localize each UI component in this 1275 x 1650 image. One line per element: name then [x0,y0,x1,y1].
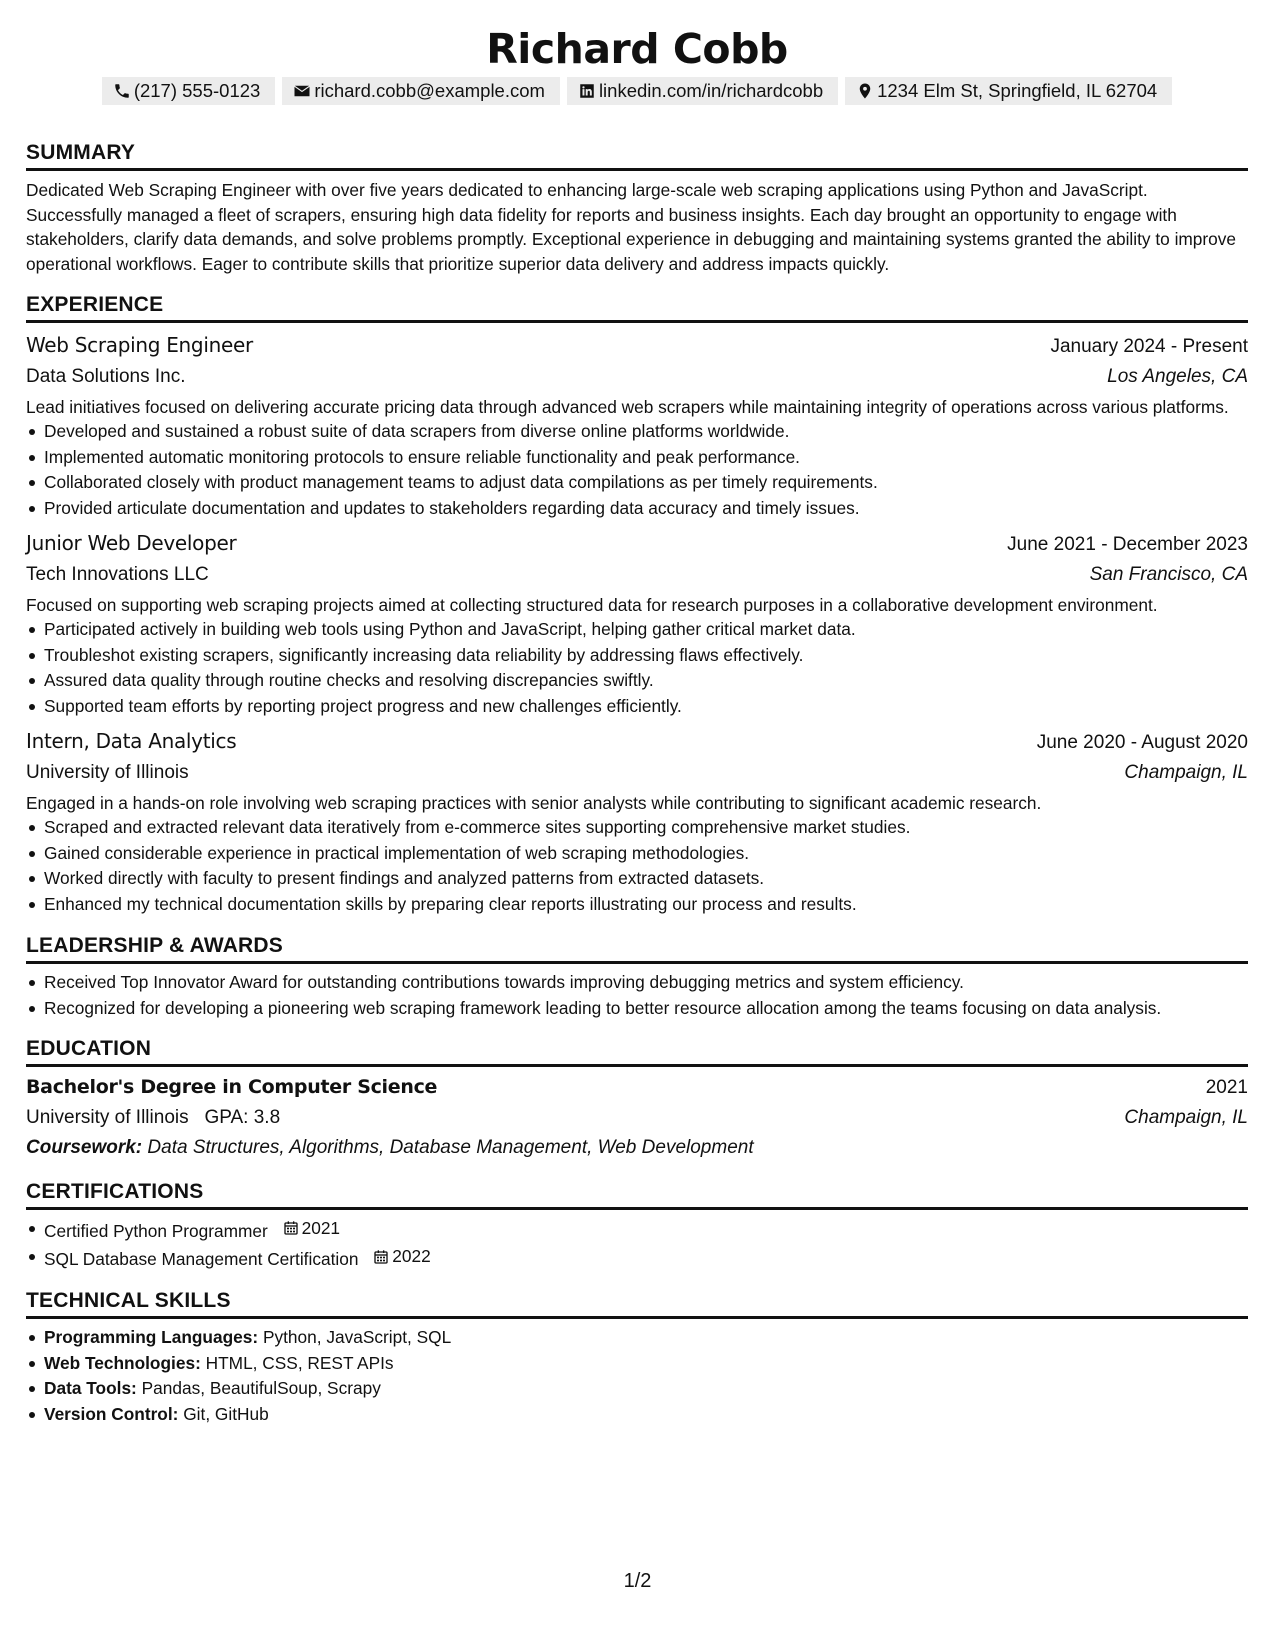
list-item: Collaborated closely with product management teams to adjust data compilations as per timely requirements. [26,470,1248,496]
job-entry [26,528,1248,719]
job-description: Lead initiatives focused on delivering accurate pricing data through advanced web scrapers while maintaining integrity of operations across various platforms. [26,397,1229,417]
list-item [26,1402,1248,1428]
job-description: Engaged in a hands-on role involving web scraping practices with senior analysts while contributing to significant academic research. [26,793,1042,813]
envelope-icon [293,82,311,100]
coursework-line [26,1133,1248,1163]
coursework-label: Coursework: [26,1136,143,1158]
skills-list [26,1325,1248,1427]
skill-label: Data Tools: [44,1378,137,1398]
list-item: Scraped and extracted relevant data iteratively from e-commerce sites supporting comprehensive market studies. [26,815,1248,841]
list-item: Assured data quality through routine checks and resolving discrepancies swiftly. [26,668,1248,694]
job-date: January 2024 - Present [1050,336,1248,357]
job-company: University of Illinois [26,762,189,783]
contact-address-text: 1234 Elm St, Springfield, IL 62704 [877,80,1158,101]
skill-value: Pandas, BeautifulSoup, Scrapy [141,1378,381,1398]
skill-value: HTML, CSS, REST APIs [205,1352,394,1373]
leadership-section [26,934,1248,1020]
job-date: June 2021 - December 2023 [1007,534,1248,555]
job-location: Los Angeles, CA [1107,366,1248,387]
leadership-heading: LEADERSHIP & AWARDS [26,934,1248,964]
skill-value: Git, GitHub [183,1403,269,1424]
contact-linkedin[interactable] [567,77,838,105]
list-item: Participated actively in building web tools using Python and JavaScript, helping gather critical market data. [26,617,1248,643]
calendar-icon [283,1220,299,1236]
job-title: Junior Web Developer [26,531,237,555]
education-heading: EDUCATION [26,1037,1248,1067]
certification-date [373,1244,430,1270]
school-line [26,1103,280,1133]
list-item [26,1216,1248,1244]
summary-text: Dedicated Web Scraping Engineer with over five years dedicated to enhancing large-scale web scraping applications using Python and JavaScript. Successfully managed a fleet of scrapers, ensuring high data fidelity for reports and business insights. Each day brought an opportunity to engage with stakeholders, clarify data demands, and solve problems promptly. Exceptional experience in debugging and maintaining systems granted the ability to improve operational workflows. Eager to contribute skills that prioritize superior data delivery and address impacts quickly. [26,180,1237,274]
list-item: Implemented automatic monitoring protocols to ensure reliable functionality and peak performance. [26,445,1248,471]
page-number: 1/2 [623,1570,652,1592]
contact-phone [102,77,276,105]
gpa: GPA: 3.8 [204,1106,281,1128]
calendar-icon [373,1249,389,1265]
contact-linkedin-text: linkedin.com/in/richardcobb [598,80,824,101]
list-item: Provided articulate documentation and updates to stakeholders regarding data accuracy and timely issues. [26,496,1248,522]
job-bullets [26,815,1248,917]
school-location: Champaign, IL [1124,1106,1248,1128]
job-date: June 2020 - August 2020 [1036,732,1248,753]
contact-email-text: richard.cobb@example.com [314,80,545,101]
list-item [26,1351,1248,1377]
list-item: Troubleshot existing scrapers, significantly increasing data reliability by addressing flaws effectively. [26,643,1248,669]
map-pin-icon [856,82,874,100]
experience-heading: EXPERIENCE [26,293,1248,323]
list-item: Recognized for developing a pioneering web scraping framework leading to better resource allocation among the teams focusing on data analysis. [26,996,1248,1020]
job-entry [26,726,1248,917]
job-entry [26,330,1248,521]
list-item: Worked directly with faculty to present findings and analyzed patterns from extracted datasets. [26,866,1248,892]
job-bullets [26,617,1248,719]
certification-year: 2021 [301,1217,341,1238]
skill-label: Programming Languages: [44,1327,259,1347]
education-section [26,1037,1248,1163]
certification-date [283,1216,340,1242]
leadership-bullets [26,970,1248,1020]
resume-page [26,0,1248,1427]
skill-label: Version Control: [44,1403,179,1424]
degree-title: Bachelor's Degree in Computer Science [26,1075,438,1098]
job-company: Data Solutions Inc. [26,366,186,387]
school-name: University of Illinois [26,1106,189,1128]
list-item: Enhanced my technical documentation skills by preparing clear reports illustrating our process and results. [26,892,1248,918]
certification-name: Certified Python Programmer [44,1220,268,1241]
certifications-list [26,1216,1248,1273]
summary-heading: SUMMARY [26,141,1248,171]
list-item: Received Top Innovator Award for outstanding contributions towards improving debugging metrics and system efficiency. [26,970,1248,996]
job-title: Web Scraping Engineer [26,333,253,357]
list-item: Gained considerable experience in practical implementation of web scraping methodologies. [26,841,1248,867]
candidate-name: Richard Cobb [486,25,788,73]
job-location: San Francisco, CA [1089,564,1248,585]
skills-section [26,1289,1248,1427]
list-item [26,1376,1248,1402]
contact-phone-text: (217) 555-0123 [133,80,261,101]
job-title: Intern, Data Analytics [26,729,237,753]
experience-section [26,293,1248,917]
list-item: Developed and sustained a robust suite of data scrapers from diverse online platforms worldwide. [26,419,1248,445]
certifications-section [26,1180,1248,1273]
contact-bar [26,77,1248,105]
skill-label: Web Technologies: [44,1352,201,1373]
graduation-year: 2021 [1205,1076,1248,1098]
job-description: Focused on supporting web scraping projects aimed at collecting structured data for research purposes in a collaborative development environment. [26,595,1158,615]
list-item: Supported team efforts by reporting project progress and new challenges efficiently. [26,694,1248,720]
certification-year: 2022 [392,1245,431,1266]
certification-name: SQL Database Management Certification [44,1248,359,1269]
certifications-heading: CERTIFICATIONS [26,1180,1248,1210]
skill-value: Python, JavaScript, SQL [262,1327,452,1347]
linkedin-icon [578,82,596,100]
job-location: Champaign, IL [1124,762,1248,783]
job-company: Tech Innovations LLC [26,564,209,585]
contact-email[interactable] [282,77,560,105]
contact-address [845,77,1172,105]
phone-icon [113,82,131,100]
skills-heading: TECHNICAL SKILLS [26,1289,1248,1319]
list-item [26,1325,1248,1351]
coursework-list: Data Structures, Algorithms, Database Management, Web Development [147,1136,754,1158]
list-item [26,1244,1248,1272]
job-bullets [26,419,1248,521]
summary-section [26,141,1248,276]
